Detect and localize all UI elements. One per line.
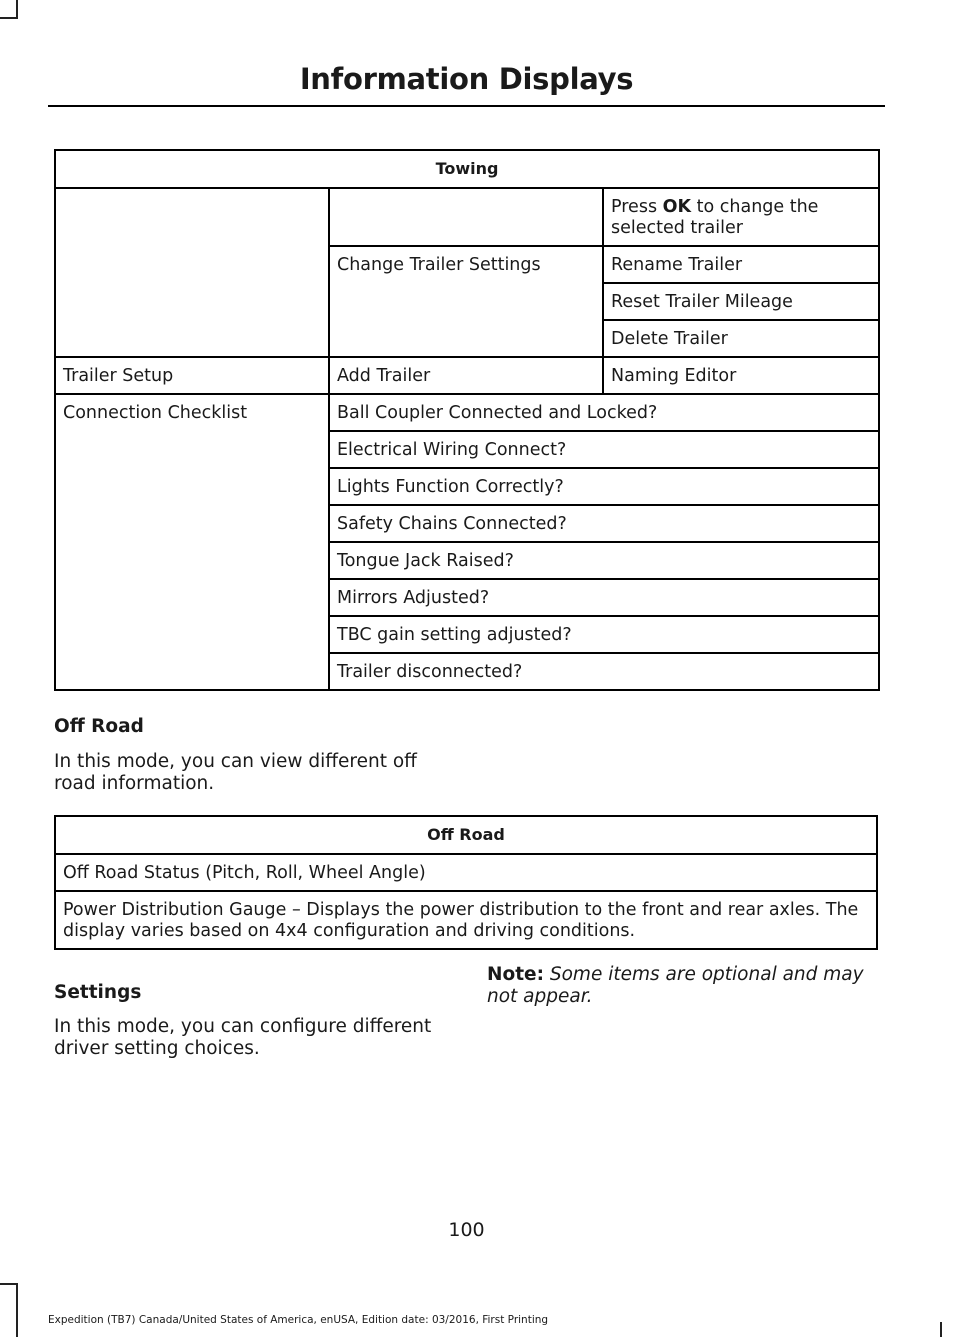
change-trailer-settings-cell: Change Trailer Settings [329,246,603,283]
off-road-heading: Off Road [54,716,144,737]
crop-mark [16,1283,18,1337]
ok-button-label: OK [662,197,692,217]
crop-mark [16,0,18,18]
table-cell-empty [55,283,329,320]
note [487,964,882,1008]
checklist-item: Trailer disconnected? [329,653,879,690]
checklist-item: Lights Function Correctly? [329,468,879,505]
header-rule [48,105,885,107]
table-cell-empty [55,320,329,357]
page-number: 100 [448,1219,485,1241]
off-road-description: In this mode, you can view different off road information. [54,751,417,794]
checklist-item: Safety Chains Connected? [329,505,879,542]
towing-table [54,149,880,691]
table-cell-empty [55,246,329,283]
checklist-item: Ball Coupler Connected and Locked? [329,394,879,431]
connection-checklist-cell: Connection Checklist [55,394,329,690]
checklist-item: TBC gain setting adjusted? [329,616,879,653]
checklist-item: Mirrors Adjusted? [329,579,879,616]
crop-mark [0,17,18,19]
press-ok-cell: Press OK to change the selected trailer [603,188,879,246]
checklist-item: Tongue Jack Raised? [329,542,879,579]
settings-description: In this mode, you can configure different driver setting choices. [54,1016,432,1059]
off-road-status-row: Off Road Status (Pitch, Roll, Wheel Angle) [55,854,877,891]
off-road-table [54,815,878,950]
rename-trailer-cell: Rename Trailer [603,246,879,283]
page-title: Information Displays [299,62,634,96]
checklist-item: Electrical Wiring Connect? [329,431,879,468]
crop-mark [0,1283,18,1285]
towing-table-heading: Towing [55,150,879,188]
table-cell-empty [329,320,603,357]
settings-heading: Settings [54,982,142,1003]
reset-trailer-mileage-cell: Reset Trailer Mileage [603,283,879,320]
note-text: Some items are optional and may not appear. [487,964,864,1007]
note-label: Note: [487,964,544,985]
power-distribution-row: Power Distribution Gauge – Displays the power distribution to the front and rear axles. The display varies based on 4x4 configuration and driving conditions. [55,891,877,949]
add-trailer-cell: Add Trailer [329,357,603,394]
off-road-table-heading: Off Road [55,816,877,854]
naming-editor-cell: Naming Editor [603,357,879,394]
footer-edition: Expedition (TB7) Canada/United States of America, enUSA, Edition date: 03/2016, First Printing [48,1314,549,1326]
table-cell-empty [55,188,329,246]
table-cell-empty [329,188,603,246]
trailer-setup-cell: Trailer Setup [55,357,329,394]
crop-mark [940,1322,942,1337]
table-cell-empty [329,283,603,320]
delete-trailer-cell: Delete Trailer [603,320,879,357]
